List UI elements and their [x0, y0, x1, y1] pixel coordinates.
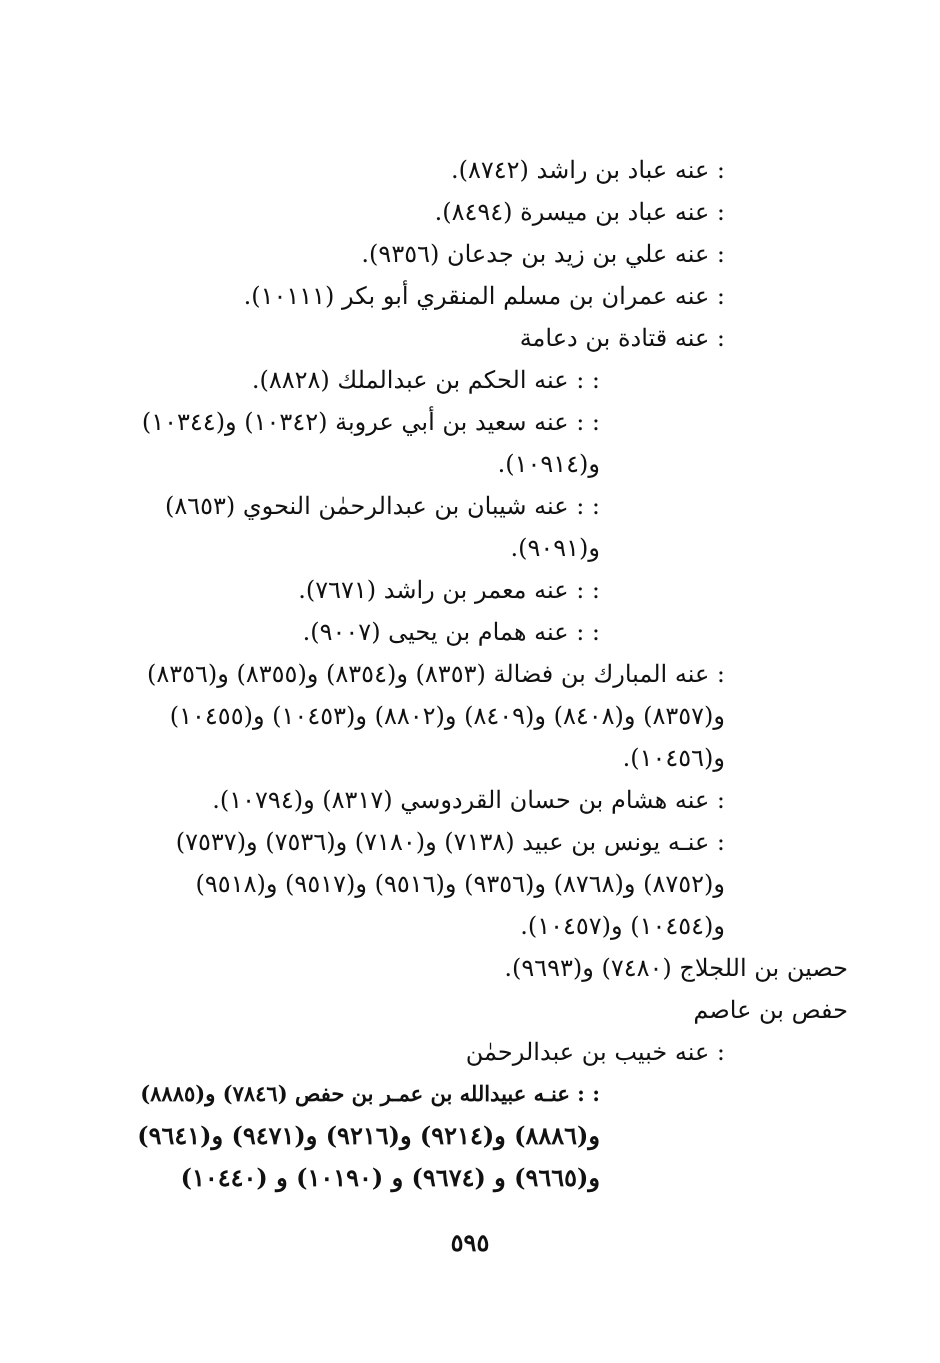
entry-line-20: حصين بن اللجلاج (٧٤٨٠) و(٩٦٩٣). [504, 954, 848, 982]
entry-line-2: : عنه عباد بن ميسرة (٨٤٩٤). [434, 198, 725, 226]
entry-line-16: : عنه هشام بن حسان القردوسي (٨٣١٧) و(١٠٧٩٤). [212, 786, 725, 814]
page-number: ٥٩٥ [450, 1228, 490, 1257]
entry-line-25: و(٩٦٦٥) و (٩٦٧٤) و (١٠١٩٠) و (١٠٤٤٠) [180, 1163, 600, 1192]
entry-line-9: : : عنه شيبان بن عبدالرحمٰن النحوي (٨٦٥٣) [164, 492, 600, 520]
entry-line-13: : عنه المبارك بن فضالة (٨٣٥٣) و(٨٣٥٤) و(٨٣٥٥) و(٨٣٥٦) [146, 660, 725, 688]
entry-line-5: : عنه قتادة بن دعامة [519, 324, 725, 352]
entry-line-15: و(١٠٤٥٦). [622, 744, 725, 772]
entry-line-3: : عنه علي بن زيد بن جدعان (٩٣٥٦). [361, 240, 725, 268]
entry-line-6: : : عنه الحكم بن عبدالملك (٨٨٢٨). [251, 366, 600, 394]
entry-line-4: : عنه عمران بن مسلم المنقري أبو بكر (١٠١١١). [243, 282, 725, 310]
entry-line-18: و(٨٧٥٢) و(٨٧٦٨) و(٩٣٥٦) و(٩٥١٦) و(٩٥١٧) و(٩٥١٨) [195, 870, 725, 898]
entry-line-10: و(٩٠٩١). [510, 534, 600, 562]
entry-line-1: : عنه عباد بن راشد (٨٧٤٢). [450, 156, 725, 184]
entry-line-12: : : عنه همام بن يحيى (٩٠٠٧). [302, 618, 600, 646]
entry-line-23: : : عنـه عبيدالله بن عمـر بن حفص (٧٨٤٦) و(٨٨٨٥) [140, 1081, 600, 1106]
entry-line-11: : : عنه معمر بن راشد (٧٦٧١). [298, 576, 600, 604]
entry-line-22: : عنه خبيب بن عبدالرحمٰن [465, 1038, 725, 1066]
entry-line-7: : : عنه سعيد بن أبي عروبة (١٠٣٤٢) و(١٠٣٤٤) [141, 408, 600, 436]
entry-line-8: و(١٠٩١٤). [497, 450, 600, 478]
entry-line-19: و(١٠٤٥٤) و(١٠٤٥٧). [520, 912, 725, 940]
entry-line-21: حفص بن عاصم [693, 996, 848, 1024]
entry-line-17: : عنـه يونس بن عبيد (٧١٣٨) و(٧١٨٠) و(٧٥٣٦) و(٧٥٣٧) [175, 828, 725, 856]
entry-line-24: و(٨٨٨٦) و(٩٢١٤) و(٩٢١٦) و(٩٤٧١) و(٩٦٤١) [137, 1121, 600, 1150]
entry-line-14: و(٨٣٥٧) و(٨٤٠٨) و(٨٤٠٩) و(٨٨٠٢) و(١٠٤٥٣) و(١٠٤٥٥) [169, 702, 725, 730]
